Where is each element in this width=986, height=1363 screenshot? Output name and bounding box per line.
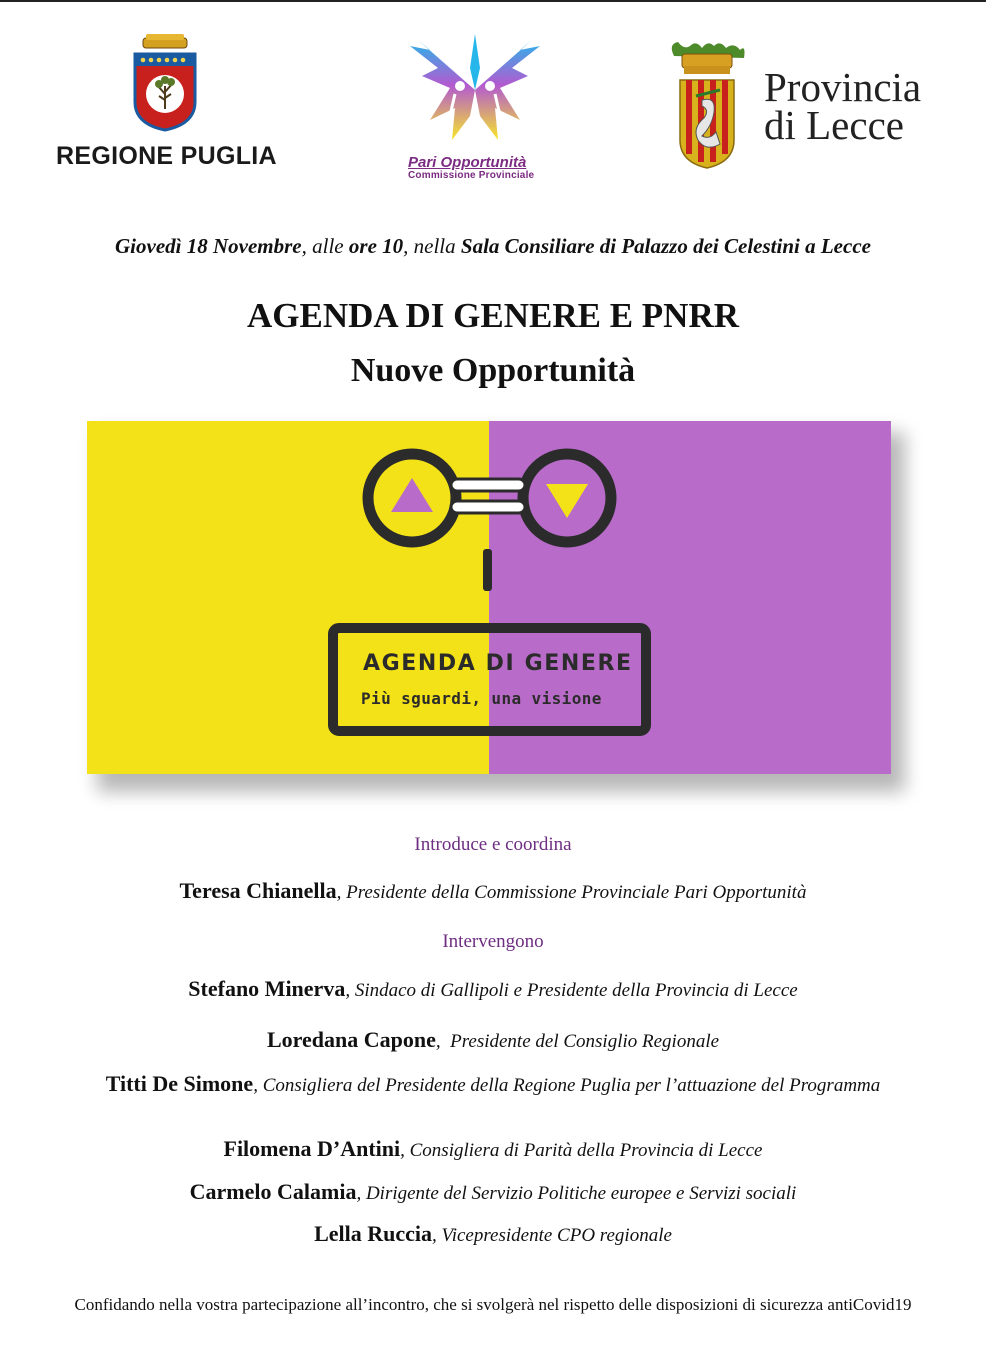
event-details bbox=[0, 234, 986, 259]
provincia-line2: di Lecce bbox=[764, 102, 904, 148]
logo-provincia-lecce bbox=[662, 40, 962, 180]
pari-opportunita-butterfly-icon bbox=[400, 28, 550, 156]
speakers-label: Intervengono bbox=[442, 931, 544, 952]
speaker-entry: Stefano Minerva, Sindaco di Gallipoli e Presidente della Provincia di Lecce bbox=[188, 976, 798, 1001]
agenda-di-genere-banner bbox=[87, 421, 891, 774]
speaker-name: Loredana Capone bbox=[266, 1027, 436, 1052]
speaker-entry: Filomena D’Antini, Consigliera di Parità della Provincia di Lecce bbox=[223, 1136, 763, 1161]
provincia-lecce-label bbox=[764, 64, 922, 148]
pari-opportunita-title: Pari Opportunità bbox=[408, 154, 527, 171]
provincia-lecce-crest-icon bbox=[662, 40, 752, 172]
speaker-entry: Loredana Capone, Presidente del Consiglio Regionale bbox=[266, 1027, 720, 1052]
speaker-role: Consigliera del Presidente della Regione Puglia per l’attuazione del Programma bbox=[262, 1075, 881, 1096]
banner-glasses-graphic bbox=[87, 421, 891, 774]
logo-pari-opportunita bbox=[400, 28, 550, 188]
event-sep-1: , alle bbox=[301, 234, 349, 258]
event-place: Sala Consiliare di Palazzo dei Celestini a Lecce bbox=[460, 234, 871, 258]
regione-puglia-label: REGIONE PUGLIA bbox=[56, 142, 277, 170]
banner-subtitle: Più sguardi, una visione bbox=[361, 689, 602, 708]
pari-opportunita-subtitle: Commissione Provinciale bbox=[408, 170, 535, 181]
speaker-role: Vicepresidente CPO regionale bbox=[441, 1225, 672, 1246]
top-border bbox=[0, 0, 986, 2]
banner-text-frame bbox=[333, 628, 646, 731]
speaker-role: Consigliera di Parità della Provincia di Lecce bbox=[409, 1140, 763, 1161]
event-sep-2: , nella bbox=[403, 234, 461, 258]
speaker-name: Filomena D’Antini bbox=[223, 1136, 401, 1161]
coordinator-name: Teresa Chianella bbox=[179, 878, 337, 903]
speaker-role: Presidente del Consiglio Regionale bbox=[450, 1031, 720, 1052]
page-subtitle: Nuove Opportunità bbox=[350, 352, 636, 389]
logo-regione-puglia bbox=[50, 34, 280, 174]
nose-bar bbox=[483, 549, 492, 591]
triangle-down-icon bbox=[546, 484, 588, 518]
coordinator-role: Presidente della Commissione Provinciale Pari Opportunità bbox=[346, 882, 807, 903]
banner-title: AGENDA DI GENERE bbox=[363, 651, 633, 676]
speaker-role: Sindaco di Gallipoli e Presidente della Provincia di Lecce bbox=[354, 980, 798, 1001]
coordinator-entry: Teresa Chianella, Presidente della Commissione Provinciale Pari Opportunità bbox=[179, 878, 807, 903]
speaker-entry: Carmelo Calamia, Dirigente del Servizio Politiche europee e Servizi sociali bbox=[189, 1179, 797, 1204]
speaker-name: Lella Ruccia bbox=[314, 1221, 433, 1246]
footer-note: Confidando nella vostra partecipazione all’incontro, che si svolgerà nel rispetto delle disposizioni di sicurezza antiCovid19 bbox=[74, 1295, 912, 1314]
speaker-entry: Lella Ruccia, Vicepresidente CPO regionale bbox=[314, 1221, 672, 1246]
triangle-up-icon bbox=[391, 478, 433, 512]
speaker-name: Stefano Minerva bbox=[188, 976, 346, 1001]
speaker-role: Dirigente del Servizio Politiche europee e Servizi sociali bbox=[365, 1183, 797, 1204]
page-title: AGENDA DI GENERE E PNRR bbox=[247, 296, 739, 335]
speaker-name: Titti De Simone bbox=[105, 1071, 254, 1096]
speaker-entry: Titti De Simone, Consigliera del Presidente della Regione Puglia per l’attuazione del Programma bbox=[105, 1071, 881, 1096]
provincia-line1: Provincia bbox=[764, 64, 922, 110]
equals-top-bar bbox=[451, 479, 525, 491]
regione-puglia-crest-icon bbox=[132, 34, 198, 134]
equals-bottom-bar bbox=[451, 501, 525, 513]
intro-label: Introduce e coordina bbox=[414, 834, 572, 855]
event-time: ore 10 bbox=[348, 234, 404, 258]
event-date: Giovedì 18 Novembre bbox=[115, 234, 302, 258]
speaker-name: Carmelo Calamia bbox=[189, 1179, 357, 1204]
